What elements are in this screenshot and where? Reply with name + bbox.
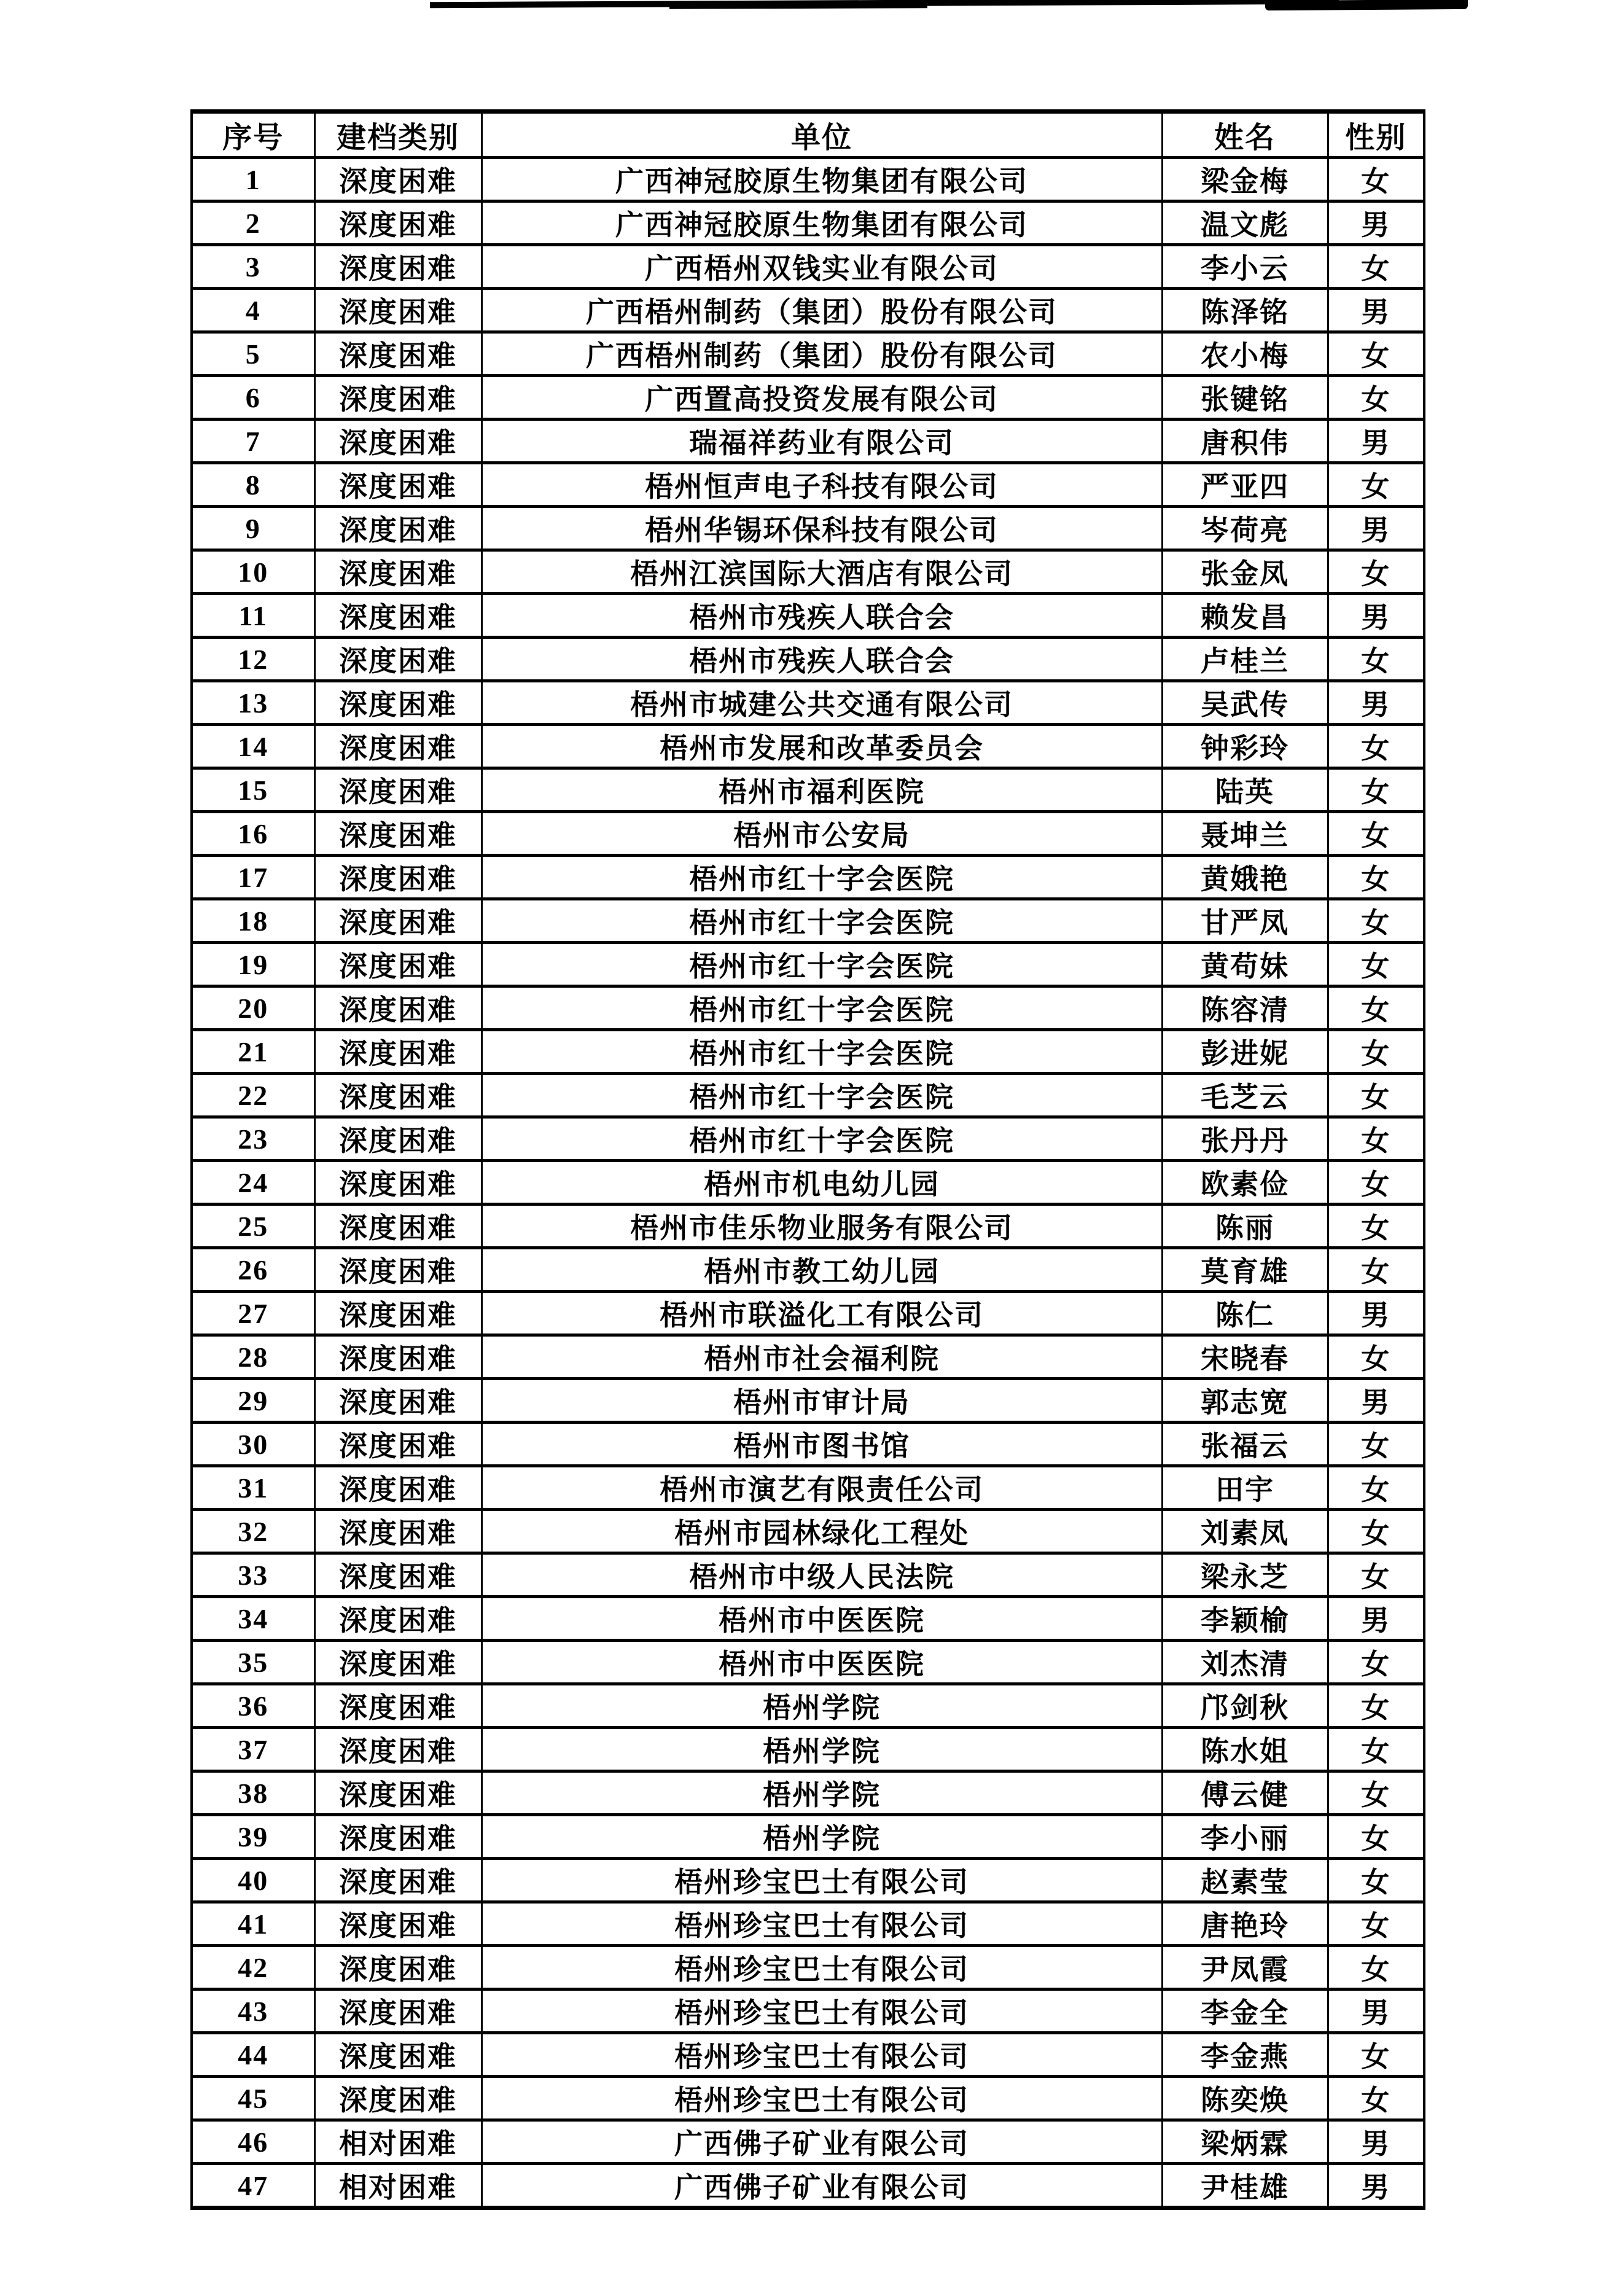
- table-row: [192, 1292, 1424, 1335]
- cell-unit: 梧州市残疾人联合会: [481, 594, 1162, 638]
- cell-gender: 女: [1328, 1553, 1424, 1597]
- cell-category: 深度困难: [314, 1335, 481, 1379]
- table-row: [192, 1379, 1424, 1423]
- cell-gender: 女: [1328, 1423, 1424, 1466]
- cell-name: 彭进妮: [1162, 1030, 1328, 1074]
- cell-unit: 梧州市中医医院: [481, 1641, 1162, 1684]
- cell-category: 深度困难: [314, 1466, 481, 1510]
- cell-gender: 女: [1328, 1771, 1424, 1815]
- cell-category: 深度困难: [314, 856, 481, 899]
- cell-name: 温文彪: [1162, 201, 1328, 245]
- table-row: [192, 1117, 1424, 1161]
- column-header-gender: 性别: [1328, 112, 1424, 158]
- cell-name: 李小云: [1162, 245, 1328, 289]
- cell-no: 1: [192, 158, 314, 201]
- cell-name: 欧素俭: [1162, 1161, 1328, 1205]
- table-row: [192, 681, 1424, 725]
- table-row: [192, 1335, 1424, 1379]
- cell-category: 深度困难: [314, 1728, 481, 1771]
- cell-category: 深度困难: [314, 1074, 481, 1117]
- cell-name: 梁炳霖: [1162, 2120, 1328, 2164]
- cell-name: 陈水姐: [1162, 1728, 1328, 1771]
- cell-category: 深度困难: [314, 638, 481, 681]
- cell-category: 深度困难: [314, 507, 481, 550]
- table-row: [192, 289, 1424, 332]
- cell-category: 深度困难: [314, 1553, 481, 1597]
- cell-name: 黄娥艳: [1162, 856, 1328, 899]
- cell-no: 42: [192, 1946, 314, 1989]
- table-row: [192, 1902, 1424, 1946]
- table-row: [192, 2120, 1424, 2164]
- cell-unit: 广西佛子矿业有限公司: [481, 2120, 1162, 2164]
- cell-category: 深度困难: [314, 1510, 481, 1553]
- table-row: [192, 899, 1424, 943]
- table-row: [192, 1248, 1424, 1292]
- cell-name: 刘素凤: [1162, 1510, 1328, 1553]
- cell-gender: 女: [1328, 1684, 1424, 1728]
- cell-no: 28: [192, 1335, 314, 1379]
- cell-category: 深度困难: [314, 201, 481, 245]
- table-row: [192, 725, 1424, 768]
- cell-category: 深度困难: [314, 1946, 481, 1989]
- cell-gender: 女: [1328, 1335, 1424, 1379]
- cell-name: 聂坤兰: [1162, 812, 1328, 856]
- cell-no: 12: [192, 638, 314, 681]
- cell-unit: 广西梧州制药（集团）股份有限公司: [481, 289, 1162, 332]
- cell-gender: 男: [1328, 1292, 1424, 1335]
- cell-name: 陈泽铭: [1162, 289, 1328, 332]
- cell-gender: 男: [1328, 681, 1424, 725]
- cell-name: 毛芝云: [1162, 1074, 1328, 1117]
- cell-gender: 男: [1328, 2164, 1424, 2208]
- cell-gender: 女: [1328, 1205, 1424, 1248]
- table-header: [192, 112, 1424, 158]
- cell-no: 33: [192, 1553, 314, 1597]
- cell-unit: 梧州市红十字会医院: [481, 943, 1162, 986]
- cell-name: 陈丽: [1162, 1205, 1328, 1248]
- cell-unit: 梧州市中级人民法院: [481, 1553, 1162, 1597]
- cell-no: 45: [192, 2077, 314, 2120]
- cell-no: 8: [192, 463, 314, 507]
- cell-gender: 女: [1328, 1728, 1424, 1771]
- cell-unit: 梧州市机电幼儿园: [481, 1161, 1162, 1205]
- cell-gender: 女: [1328, 1117, 1424, 1161]
- cell-no: 43: [192, 1989, 314, 2033]
- cell-name: 李金燕: [1162, 2033, 1328, 2077]
- cell-category: 深度困难: [314, 1989, 481, 2033]
- cell-category: 相对困难: [314, 2120, 481, 2164]
- cell-gender: 女: [1328, 725, 1424, 768]
- cell-gender: 女: [1328, 332, 1424, 376]
- cell-name: 张福云: [1162, 1423, 1328, 1466]
- cell-category: 深度困难: [314, 681, 481, 725]
- cell-no: 37: [192, 1728, 314, 1771]
- table-row: [192, 158, 1424, 201]
- cell-unit: 梧州市演艺有限责任公司: [481, 1466, 1162, 1510]
- cell-category: 深度困难: [314, 725, 481, 768]
- column-header-category: 建档类别: [314, 112, 481, 158]
- cell-gender: 男: [1328, 1989, 1424, 2033]
- cell-name: 唐艳玲: [1162, 1902, 1328, 1946]
- cell-no: 9: [192, 507, 314, 550]
- cell-no: 13: [192, 681, 314, 725]
- cell-category: 深度困难: [314, 245, 481, 289]
- cell-unit: 梧州恒声电子科技有限公司: [481, 463, 1162, 507]
- cell-gender: 女: [1328, 1946, 1424, 1989]
- cell-gender: 男: [1328, 289, 1424, 332]
- table-row: [192, 201, 1424, 245]
- cell-name: 赵素莹: [1162, 1859, 1328, 1902]
- table-row: [192, 1161, 1424, 1205]
- cell-unit: 梧州珍宝巴士有限公司: [481, 1859, 1162, 1902]
- cell-category: 深度困难: [314, 1684, 481, 1728]
- cell-category: 深度困难: [314, 1248, 481, 1292]
- cell-category: 深度困难: [314, 420, 481, 463]
- cell-category: 深度困难: [314, 986, 481, 1030]
- cell-unit: 瑞福祥药业有限公司: [481, 420, 1162, 463]
- cell-name: 莫育雄: [1162, 1248, 1328, 1292]
- cell-name: 吴武传: [1162, 681, 1328, 725]
- column-header-name: 姓名: [1162, 112, 1328, 158]
- cell-unit: 梧州市城建公共交通有限公司: [481, 681, 1162, 725]
- cell-unit: 梧州市红十字会医院: [481, 1117, 1162, 1161]
- cell-gender: 女: [1328, 943, 1424, 986]
- cell-category: 深度困难: [314, 1205, 481, 1248]
- cell-unit: 梧州学院: [481, 1815, 1162, 1859]
- cell-no: 11: [192, 594, 314, 638]
- cell-category: 深度困难: [314, 768, 481, 812]
- table-row: [192, 943, 1424, 986]
- cell-name: 黄苟妹: [1162, 943, 1328, 986]
- table-header-row: [192, 112, 1424, 158]
- cell-name: 岑荷亮: [1162, 507, 1328, 550]
- cell-no: 3: [192, 245, 314, 289]
- column-header-unit: 单位: [481, 112, 1162, 158]
- cell-name: 钟彩玲: [1162, 725, 1328, 768]
- table-row: [192, 2033, 1424, 2077]
- cell-gender: 男: [1328, 507, 1424, 550]
- cell-category: 深度困难: [314, 812, 481, 856]
- cell-no: 17: [192, 856, 314, 899]
- cell-unit: 梧州市红十字会医院: [481, 899, 1162, 943]
- cell-name: 李颖榆: [1162, 1597, 1328, 1641]
- table-row: [192, 1684, 1424, 1728]
- cell-no: 34: [192, 1597, 314, 1641]
- cell-name: 李金全: [1162, 1989, 1328, 2033]
- table-body: [192, 158, 1424, 2208]
- cell-no: 26: [192, 1248, 314, 1292]
- cell-unit: 梧州学院: [481, 1728, 1162, 1771]
- cell-name: 严亚四: [1162, 463, 1328, 507]
- table-row: [192, 507, 1424, 550]
- cell-unit: 梧州珍宝巴士有限公司: [481, 1902, 1162, 1946]
- cell-category: 深度困难: [314, 1597, 481, 1641]
- cell-category: 深度困难: [314, 1815, 481, 1859]
- cell-no: 27: [192, 1292, 314, 1335]
- cell-name: 陈仁: [1162, 1292, 1328, 1335]
- cell-unit: 梧州市佳乐物业服务有限公司: [481, 1205, 1162, 1248]
- cell-unit: 梧州市审计局: [481, 1379, 1162, 1423]
- cell-no: 31: [192, 1466, 314, 1510]
- table-row: [192, 986, 1424, 1030]
- cell-unit: 广西置高投资发展有限公司: [481, 376, 1162, 420]
- cell-category: 深度困难: [314, 1117, 481, 1161]
- cell-gender: 男: [1328, 594, 1424, 638]
- cell-gender: 女: [1328, 2033, 1424, 2077]
- cell-gender: 女: [1328, 1074, 1424, 1117]
- cell-no: 22: [192, 1074, 314, 1117]
- cell-unit: 梧州市园林绿化工程处: [481, 1510, 1162, 1553]
- cell-gender: 女: [1328, 1902, 1424, 1946]
- cell-unit: 梧州市联溢化工有限公司: [481, 1292, 1162, 1335]
- cell-no: 21: [192, 1030, 314, 1074]
- cell-category: 深度困难: [314, 1423, 481, 1466]
- cell-no: 10: [192, 550, 314, 594]
- cell-gender: 女: [1328, 1510, 1424, 1553]
- cell-unit: 广西佛子矿业有限公司: [481, 2164, 1162, 2208]
- table-row: [192, 1815, 1424, 1859]
- cell-gender: 女: [1328, 1030, 1424, 1074]
- cell-category: 深度困难: [314, 463, 481, 507]
- cell-name: 田宇: [1162, 1466, 1328, 1510]
- cell-category: 深度困难: [314, 899, 481, 943]
- cell-gender: 男: [1328, 1379, 1424, 1423]
- cell-category: 深度困难: [314, 1902, 481, 1946]
- cell-no: 46: [192, 2120, 314, 2164]
- cell-name: 农小梅: [1162, 332, 1328, 376]
- scan-artifact: [1265, 0, 1468, 10]
- cell-no: 38: [192, 1771, 314, 1815]
- cell-unit: 广西神冠胶原生物集团有限公司: [481, 201, 1162, 245]
- cell-name: 梁永芝: [1162, 1553, 1328, 1597]
- cell-no: 18: [192, 899, 314, 943]
- cell-no: 24: [192, 1161, 314, 1205]
- cell-unit: 梧州市中医医院: [481, 1597, 1162, 1641]
- table-row: [192, 594, 1424, 638]
- cell-name: 卢桂兰: [1162, 638, 1328, 681]
- table-row: [192, 376, 1424, 420]
- table-row: [192, 856, 1424, 899]
- table-row: [192, 1205, 1424, 1248]
- scan-artifact: [669, 4, 927, 9]
- cell-unit: 梧州珍宝巴士有限公司: [481, 2033, 1162, 2077]
- cell-category: 深度困难: [314, 2033, 481, 2077]
- cell-unit: 梧州市残疾人联合会: [481, 638, 1162, 681]
- table-row: [192, 812, 1424, 856]
- cell-name: 刘杰清: [1162, 1641, 1328, 1684]
- cell-unit: 梧州市红十字会医院: [481, 1030, 1162, 1074]
- table-row: [192, 550, 1424, 594]
- cell-category: 深度困难: [314, 943, 481, 986]
- cell-no: 39: [192, 1815, 314, 1859]
- cell-no: 20: [192, 986, 314, 1030]
- cell-no: 44: [192, 2033, 314, 2077]
- cell-name: 赖发昌: [1162, 594, 1328, 638]
- cell-unit: 梧州华锡环保科技有限公司: [481, 507, 1162, 550]
- cell-category: 深度困难: [314, 550, 481, 594]
- cell-unit: 梧州市图书馆: [481, 1423, 1162, 1466]
- table-row: [192, 2164, 1424, 2208]
- cell-category: 深度困难: [314, 1859, 481, 1902]
- cell-unit: 梧州市公安局: [481, 812, 1162, 856]
- cell-gender: 女: [1328, 550, 1424, 594]
- table-row: [192, 463, 1424, 507]
- cell-no: 6: [192, 376, 314, 420]
- cell-no: 2: [192, 201, 314, 245]
- cell-category: 深度困难: [314, 1161, 481, 1205]
- cell-no: 5: [192, 332, 314, 376]
- cell-category: 深度困难: [314, 2077, 481, 2120]
- cell-category: 深度困难: [314, 1771, 481, 1815]
- cell-gender: 男: [1328, 1597, 1424, 1641]
- cell-gender: 女: [1328, 1859, 1424, 1902]
- cell-unit: 广西梧州双钱实业有限公司: [481, 245, 1162, 289]
- cell-category: 深度困难: [314, 594, 481, 638]
- cell-name: 陆英: [1162, 768, 1328, 812]
- cell-unit: 梧州市教工幼儿园: [481, 1248, 1162, 1292]
- column-header-no: 序号: [192, 112, 314, 158]
- cell-name: 张丹丹: [1162, 1117, 1328, 1161]
- cell-unit: 梧州江滨国际大酒店有限公司: [481, 550, 1162, 594]
- cell-no: 35: [192, 1641, 314, 1684]
- cell-category: 相对困难: [314, 2164, 481, 2208]
- table-row: [192, 1466, 1424, 1510]
- cell-name: 陈奕焕: [1162, 2077, 1328, 2120]
- cell-unit: 梧州市红十字会医院: [481, 986, 1162, 1030]
- cell-name: 尹凤霞: [1162, 1946, 1328, 1989]
- cell-category: 深度困难: [314, 158, 481, 201]
- table-row: [192, 1641, 1424, 1684]
- cell-gender: 女: [1328, 986, 1424, 1030]
- table-row: [192, 1728, 1424, 1771]
- cell-name: 傅云健: [1162, 1771, 1328, 1815]
- cell-no: 41: [192, 1902, 314, 1946]
- cell-name: 唐积伟: [1162, 420, 1328, 463]
- cell-unit: 梧州市社会福利院: [481, 1335, 1162, 1379]
- cell-gender: 女: [1328, 2077, 1424, 2120]
- cell-no: 7: [192, 420, 314, 463]
- cell-unit: 广西梧州制药（集团）股份有限公司: [481, 332, 1162, 376]
- cell-no: 47: [192, 2164, 314, 2208]
- cell-no: 4: [192, 289, 314, 332]
- table-row: [192, 420, 1424, 463]
- personnel-table: [190, 109, 1425, 2210]
- cell-unit: 梧州市红十字会医院: [481, 1074, 1162, 1117]
- cell-no: 25: [192, 1205, 314, 1248]
- table-row: [192, 1771, 1424, 1815]
- table-row: [192, 1553, 1424, 1597]
- cell-unit: 梧州市福利医院: [481, 768, 1162, 812]
- table-row: [192, 245, 1424, 289]
- cell-no: 19: [192, 943, 314, 986]
- cell-gender: 男: [1328, 201, 1424, 245]
- cell-category: 深度困难: [314, 289, 481, 332]
- cell-gender: 女: [1328, 1815, 1424, 1859]
- table-row: [192, 768, 1424, 812]
- cell-gender: 女: [1328, 812, 1424, 856]
- cell-gender: 女: [1328, 1248, 1424, 1292]
- table-row: [192, 1989, 1424, 2033]
- cell-gender: 女: [1328, 638, 1424, 681]
- cell-no: 29: [192, 1379, 314, 1423]
- table-row: [192, 2077, 1424, 2120]
- cell-gender: 男: [1328, 2120, 1424, 2164]
- cell-unit: 梧州市红十字会医院: [481, 856, 1162, 899]
- table-row: [192, 332, 1424, 376]
- cell-gender: 女: [1328, 856, 1424, 899]
- table-row: [192, 1510, 1424, 1553]
- cell-name: 李小丽: [1162, 1815, 1328, 1859]
- cell-gender: 女: [1328, 463, 1424, 507]
- table-row: [192, 638, 1424, 681]
- table-row: [192, 1074, 1424, 1117]
- table-row: [192, 1030, 1424, 1074]
- cell-name: 甘严凤: [1162, 899, 1328, 943]
- cell-unit: 梧州学院: [481, 1771, 1162, 1815]
- cell-category: 深度困难: [314, 1030, 481, 1074]
- cell-no: 14: [192, 725, 314, 768]
- cell-category: 深度困难: [314, 1641, 481, 1684]
- cell-gender: 女: [1328, 1641, 1424, 1684]
- cell-category: 深度困难: [314, 1379, 481, 1423]
- cell-no: 36: [192, 1684, 314, 1728]
- cell-gender: 女: [1328, 1466, 1424, 1510]
- cell-unit: 梧州珍宝巴士有限公司: [481, 1989, 1162, 2033]
- cell-name: 陈容清: [1162, 986, 1328, 1030]
- cell-name: 梁金梅: [1162, 158, 1328, 201]
- cell-category: 深度困难: [314, 332, 481, 376]
- cell-gender: 男: [1328, 420, 1424, 463]
- cell-gender: 女: [1328, 376, 1424, 420]
- cell-category: 深度困难: [314, 376, 481, 420]
- cell-gender: 女: [1328, 245, 1424, 289]
- cell-gender: 女: [1328, 158, 1424, 201]
- cell-unit: 梧州珍宝巴士有限公司: [481, 2077, 1162, 2120]
- cell-gender: 女: [1328, 899, 1424, 943]
- cell-name: 郭志宽: [1162, 1379, 1328, 1423]
- cell-no: 32: [192, 1510, 314, 1553]
- cell-no: 40: [192, 1859, 314, 1902]
- cell-name: 宋晓春: [1162, 1335, 1328, 1379]
- cell-name: 张金凤: [1162, 550, 1328, 594]
- cell-no: 30: [192, 1423, 314, 1466]
- cell-category: 深度困难: [314, 1292, 481, 1335]
- cell-no: 23: [192, 1117, 314, 1161]
- cell-gender: 女: [1328, 768, 1424, 812]
- table-row: [192, 1946, 1424, 1989]
- cell-name: 尹桂雄: [1162, 2164, 1328, 2208]
- table-row: [192, 1859, 1424, 1902]
- table-row: [192, 1423, 1424, 1466]
- cell-no: 15: [192, 768, 314, 812]
- cell-name: 张键铭: [1162, 376, 1328, 420]
- cell-unit: 梧州学院: [481, 1684, 1162, 1728]
- table-row: [192, 1597, 1424, 1641]
- cell-unit: 广西神冠胶原生物集团有限公司: [481, 158, 1162, 201]
- cell-unit: 梧州市发展和改革委员会: [481, 725, 1162, 768]
- cell-name: 邝剑秋: [1162, 1684, 1328, 1728]
- cell-gender: 女: [1328, 1161, 1424, 1205]
- cell-no: 16: [192, 812, 314, 856]
- cell-unit: 梧州珍宝巴士有限公司: [481, 1946, 1162, 1989]
